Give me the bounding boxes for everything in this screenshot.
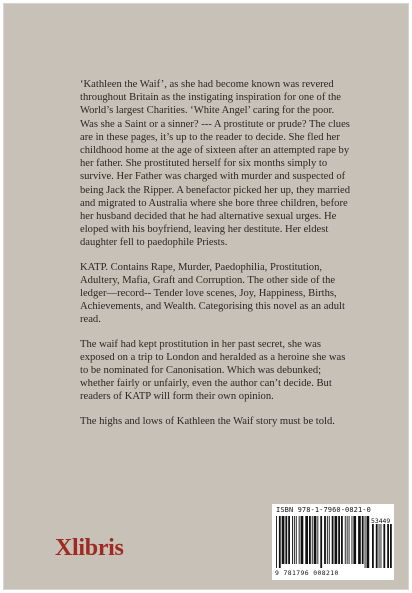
- barcode-addon-bar: [379, 524, 380, 568]
- barcode-bar: [347, 516, 348, 564]
- barcode-bar: [329, 516, 330, 564]
- barcode-bar: [305, 516, 308, 564]
- barcode-bar: [296, 516, 297, 564]
- barcode-bar: [314, 516, 317, 564]
- publisher-logo: Xlibris: [55, 535, 124, 561]
- barcode-bar: [332, 516, 334, 564]
- blurb-paragraph-1: ‘Kathleen the Waif’, as she had become known was revered throughout Britain as the instigating inspiration for one of the World’s largest Charities. ‘White Angel’ caring for the poor. Was she a Saint or a sinner? --- A prostitute or prude? The clues are in these pages, it’s up to the reader to decide. She fled her childhood home at the age of sixteen after an attempted rape by her father. She prostituted herself for six months simply to survive. Her Father was charged with murder and suspected of being Jack the Ripper. A benefactor picked her up, they married and migrated to Australia where she bore three children, before her husband decided that he had alternative sexual urges. He eloped with his boyfriend, leaving her destitute. Her eldest daughter fell to paedophile Priests.: [80, 79, 351, 249]
- blurb-text: [80, 78, 354, 439]
- barcode-bar: [352, 516, 353, 564]
- ean-digits: 9 781796 008210: [275, 569, 339, 577]
- barcode-bar: [335, 516, 338, 564]
- barcode-addon-bar: [376, 524, 378, 568]
- barcode-bar: [276, 516, 277, 568]
- isbn-label: ISBN 978-1-7960-0821-0: [276, 506, 371, 514]
- barcode-bar: [341, 516, 343, 564]
- blurb-paragraph-2: KATP. Contains Rape, Murder, Paedophilia, Prostitution, Adultery, Mafia, Graft and Corruption. The other side of the ledger—record-- Tender love scenes, Joy, Happiness, Births, Achievements, and Wealth. Categorising this novel as an adult read.: [80, 261, 345, 326]
- barcode-bar: [309, 516, 311, 564]
- barcode-bar: [294, 516, 295, 564]
- barcode-bar: [349, 516, 350, 564]
- barcode-bar: [299, 516, 300, 564]
- barcode-bar: [301, 516, 304, 564]
- blurb-paragraph-4: The highs and lows of Kathleen the Waif story must be told.: [80, 415, 335, 427]
- barcode-bar: [362, 516, 364, 564]
- barcode-addon-bar: [390, 524, 392, 568]
- back-cover: [4, 4, 408, 589]
- barcode-bar: [292, 516, 293, 564]
- barcode-bar: [288, 516, 290, 564]
- barcode-addon-bar: [383, 524, 385, 568]
- barcode-bar: [338, 516, 340, 564]
- barcode-addon-bar: [372, 524, 374, 568]
- barcode-bar: [345, 516, 346, 564]
- barcode-bar: [358, 516, 361, 564]
- barcode-bar: [282, 516, 285, 564]
- barcode-addon-bar: [381, 524, 382, 568]
- barcode-bar: [285, 516, 287, 564]
- barcode-bar: [320, 516, 322, 568]
- barcode-bar: [367, 516, 370, 568]
- barcode-bar: [327, 516, 328, 564]
- barcode-bar: [353, 516, 356, 564]
- barcode-box: [272, 504, 394, 580]
- blurb-paragraph-3: The waif had kept prostitution in her past secret, she was exposed on a trip to London and heralded as a heroine she was to be nominated for Canonisation. Which was debunked; whether fairly or unfairly, even the author can’t decide. But readers of KATP will form their own opinion.: [80, 338, 346, 403]
- barcode-bar: [312, 516, 313, 564]
- barcode-bar: [279, 516, 281, 568]
- price-digits: 53449: [371, 517, 391, 525]
- barcode-bar: [317, 516, 318, 564]
- barcode-addon-bar: [387, 524, 389, 568]
- barcode-bar: [324, 516, 326, 564]
- barcode-bar: [365, 516, 366, 568]
